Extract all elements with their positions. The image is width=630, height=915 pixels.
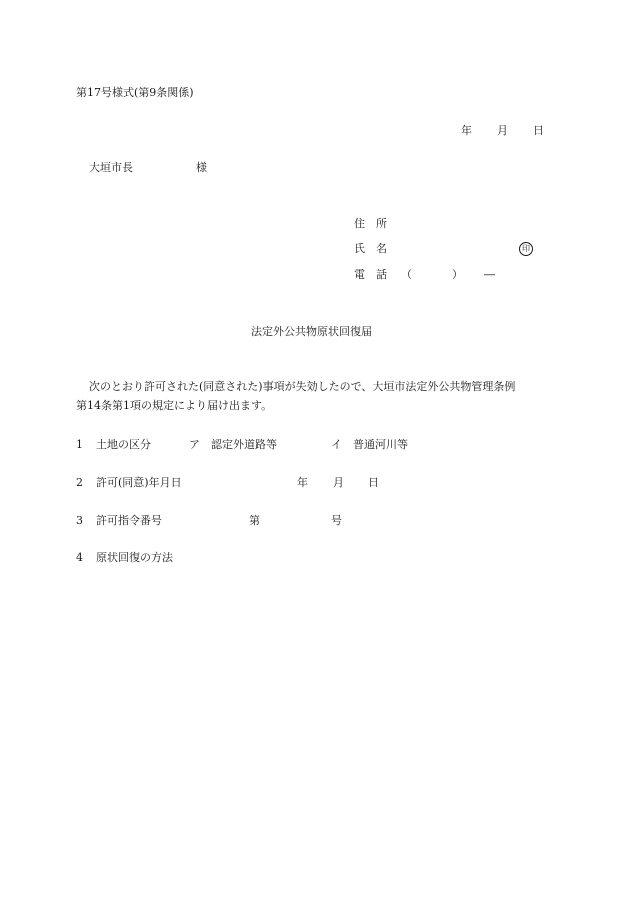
item-2-number: 2 — [76, 476, 83, 489]
item-1-option-b: イ 普通河川等 — [331, 438, 408, 451]
item-1-number: 1 — [76, 438, 83, 451]
item-4-number: 4 — [76, 551, 83, 564]
date-day-label: 日 — [533, 124, 544, 137]
item-2-day: 日 — [368, 476, 379, 489]
document-title: 法定外公共物原状回復届 — [251, 325, 372, 338]
item-4-label: 原状回復の方法 — [96, 551, 173, 564]
addressee-name: 大垣市長 — [89, 161, 133, 174]
phone-label: 電 話 — [354, 268, 387, 281]
item-3-number: 3 — [76, 514, 83, 527]
address-label: 住 所 — [354, 217, 387, 230]
date-month-label: 月 — [497, 124, 508, 137]
addressee-honorific: 様 — [196, 161, 207, 174]
item-3-suffix: 号 — [331, 514, 342, 527]
date-year-label: 年 — [461, 124, 472, 137]
body-line-2: 第14条第1項の規定により届け出ます。 — [76, 399, 273, 412]
body-line-1: 次のとおり許可された(同意された)事項が失効したので、大垣市法定外公共物管理条例 — [89, 380, 516, 393]
item-2-label: 許可(同意)年月日 — [96, 476, 182, 489]
phone-dash: ― — [484, 268, 495, 281]
item-1-label: 土地の区分 — [96, 438, 151, 451]
item-2-year: 年 — [297, 476, 308, 489]
form-number-label: 第17号様式(第9条関係) — [76, 86, 194, 99]
item-1-option-a: ア 認定外道路等 — [189, 438, 277, 451]
item-3-prefix: 第 — [249, 514, 260, 527]
phone-paren-close: ） — [452, 268, 463, 281]
item-3-label: 許可指令番号 — [96, 514, 162, 527]
seal-mark: 印 — [519, 242, 533, 256]
item-2-month: 月 — [333, 476, 344, 489]
phone-paren-open: （ — [401, 268, 412, 281]
name-label: 氏 名 — [354, 242, 387, 255]
